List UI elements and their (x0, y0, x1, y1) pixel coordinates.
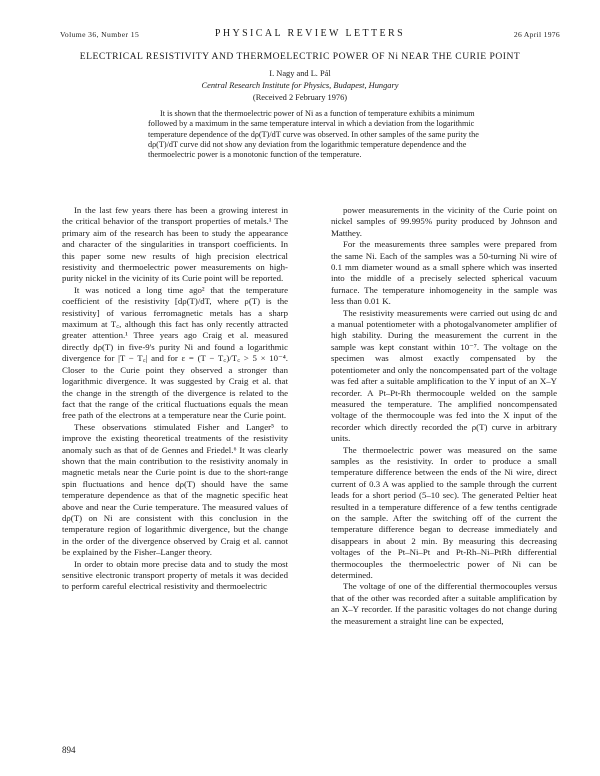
received-date: (Received 2 February 1976) (252, 93, 348, 102)
running-header (60, 28, 560, 42)
paragraph: For the measurements three samples were prepared from the same Ni. Each of the samples was a 50-turning Ni wire of 0.1 mm diameter wound as a small sphere which was inserted into the middle of a precisely selected spherical vacuum furnace. The temperature inhomogeneity in the sample was less than 0.01 K. (331, 239, 557, 307)
volume-issue: Volume 36, Number 15 (60, 30, 140, 39)
right-column (331, 205, 557, 627)
paragraph: The voltage of one of the differential thermocouples versus that of the other was recorded after a suitable amplification by an X–Y recorder. If the parasitic voltages do not change during the measurement a straight line can be expected, (331, 581, 557, 626)
page-number: 894 (62, 745, 76, 755)
affiliation: Central Research Institute for Physics, Budapest, Hungary (201, 81, 399, 90)
authors: I. Nagy and L. Pál (269, 69, 331, 78)
paragraph: It was noticed a long time ago² that the temperature coefficient of the resistivity [dρ(T)/dT, where ρ(T) is the resistivity] of various ferromagnetic metals has a sharp maximum at T꜀, although this fact has only recently attracted greater attention.¹ Three years ago Craig et al. measured directly dρ(T) in five-9's purity Ni and found a logarithmic divergence for |T − T꜀| and for ε = (T − T꜀)/T꜀ > 5 × 10⁻⁴. Closer to the Curie point they observed a stronger than logarithmic divergence. It was suggested by Craig et al. that the change in the strength of the divergence is related to the fact that the range of the critical fluctuations equals the mean free path of the electrons at a temperature near the Curie point. (62, 284, 288, 421)
paragraph: power measurements in the vicinity of the Curie point on nickel samples of 99.995% purity produced by Johnson and Matthey. (331, 205, 557, 238)
left-column (62, 205, 288, 593)
issue-date: 26 April 1976 (513, 30, 560, 39)
abstract: It is shown that the thermoelectric power of Ni as a function of temperature exhibits a minimum followed by a maximum in the same temperature interval in which a deviation from the logarithmic temperature dependence of the dρ(T)/dT curve was observed. In other samples of the same purity the dρ(T)/dT curve did not show any deviation from the logarithmic temperature dependence and the thermoelectric power is a monotonic function of the temperature. (148, 109, 479, 160)
paragraph: The thermoelectric power was measured on the same samples as the resistivity. In order to produce a small temperature difference between the ends of the Ni wire, direct current of 0.3 A was applied to the sample through the current leads for a short period (5–10 sec). The generated Peltier heat resulted in a temperature difference of a few tenths centigrade on the sample. After the switching off of the current the temperature difference began to decrease immediately and disappears in about 2 min. By measuring this decreasing voltages of the Pt–Ni–Pt and Pt-Rh–Ni–PtRh differential thermocouples the thermoelectric power of Ni can be determined. (331, 444, 557, 580)
journal-name: PHYSICAL REVIEW LETTERS (214, 28, 406, 39)
paragraph: In order to obtain more precise data and to study the most sensitive electronic transport property of metals it was decided to perform careful electrical resistivity and thermoelectric (62, 558, 288, 592)
paragraph: These observations stimulated Fisher and Langer⁵ to improve the existing theoretical treatments of the resistivity anomaly such as that of de Gennes and Friedel.⁶ It was clearly shown that the main contribution to the resistivity anomaly in magnetic metals near the Curie point is due to the short-range spin fluctuations and hence dρ(T) should have the same temperature dependence as that of the magnetic specific heat above and near the Curie temperature. The measured values of dρ(T) on Ni are consistent with this conclusion in the temperature region of logarithmic divergence, but the change in the order of the divergence observed by Craig et al. cannot be explained by the Fisher–Langer theory. (62, 421, 288, 558)
article-title: ELECTRICAL RESISTIVITY AND THERMOELECTRIC POWER OF Ni NEAR THE CURIE POINT (79, 51, 521, 62)
paragraph: The resistivity measurements were carried out using dc and a manual potentiometer with a photogalvanometer amplifier of high stability. During the measurement the current in the sample was kept constant within 10⁻⁷. The voltage on the specimen was almost exactly compensated by the potentiometer and only the noncompensated part of the voltage was fed after a suitable amplification to the Y input of an X–Y recorder. A Pt–Pt-Rh thermocouple welded on the sample measured the temperature. The amplified noncompensated voltage of the thermocouple was fed into the X input of the recorder which directly recorded the ρ(T) curve in arbitrary units. (331, 307, 557, 444)
paragraph: In the last few years there has been a growing interest in the critical behavior of the transport properties of metals.¹ The primary aim of the research has been to study the appearance and character of the singularities in transport coefficients. In this paper some new results of high precision electrical resistivity and thermoelectric power measurements on high-purity nickel in the vicinity of its Curie point will be reported. (62, 205, 288, 284)
